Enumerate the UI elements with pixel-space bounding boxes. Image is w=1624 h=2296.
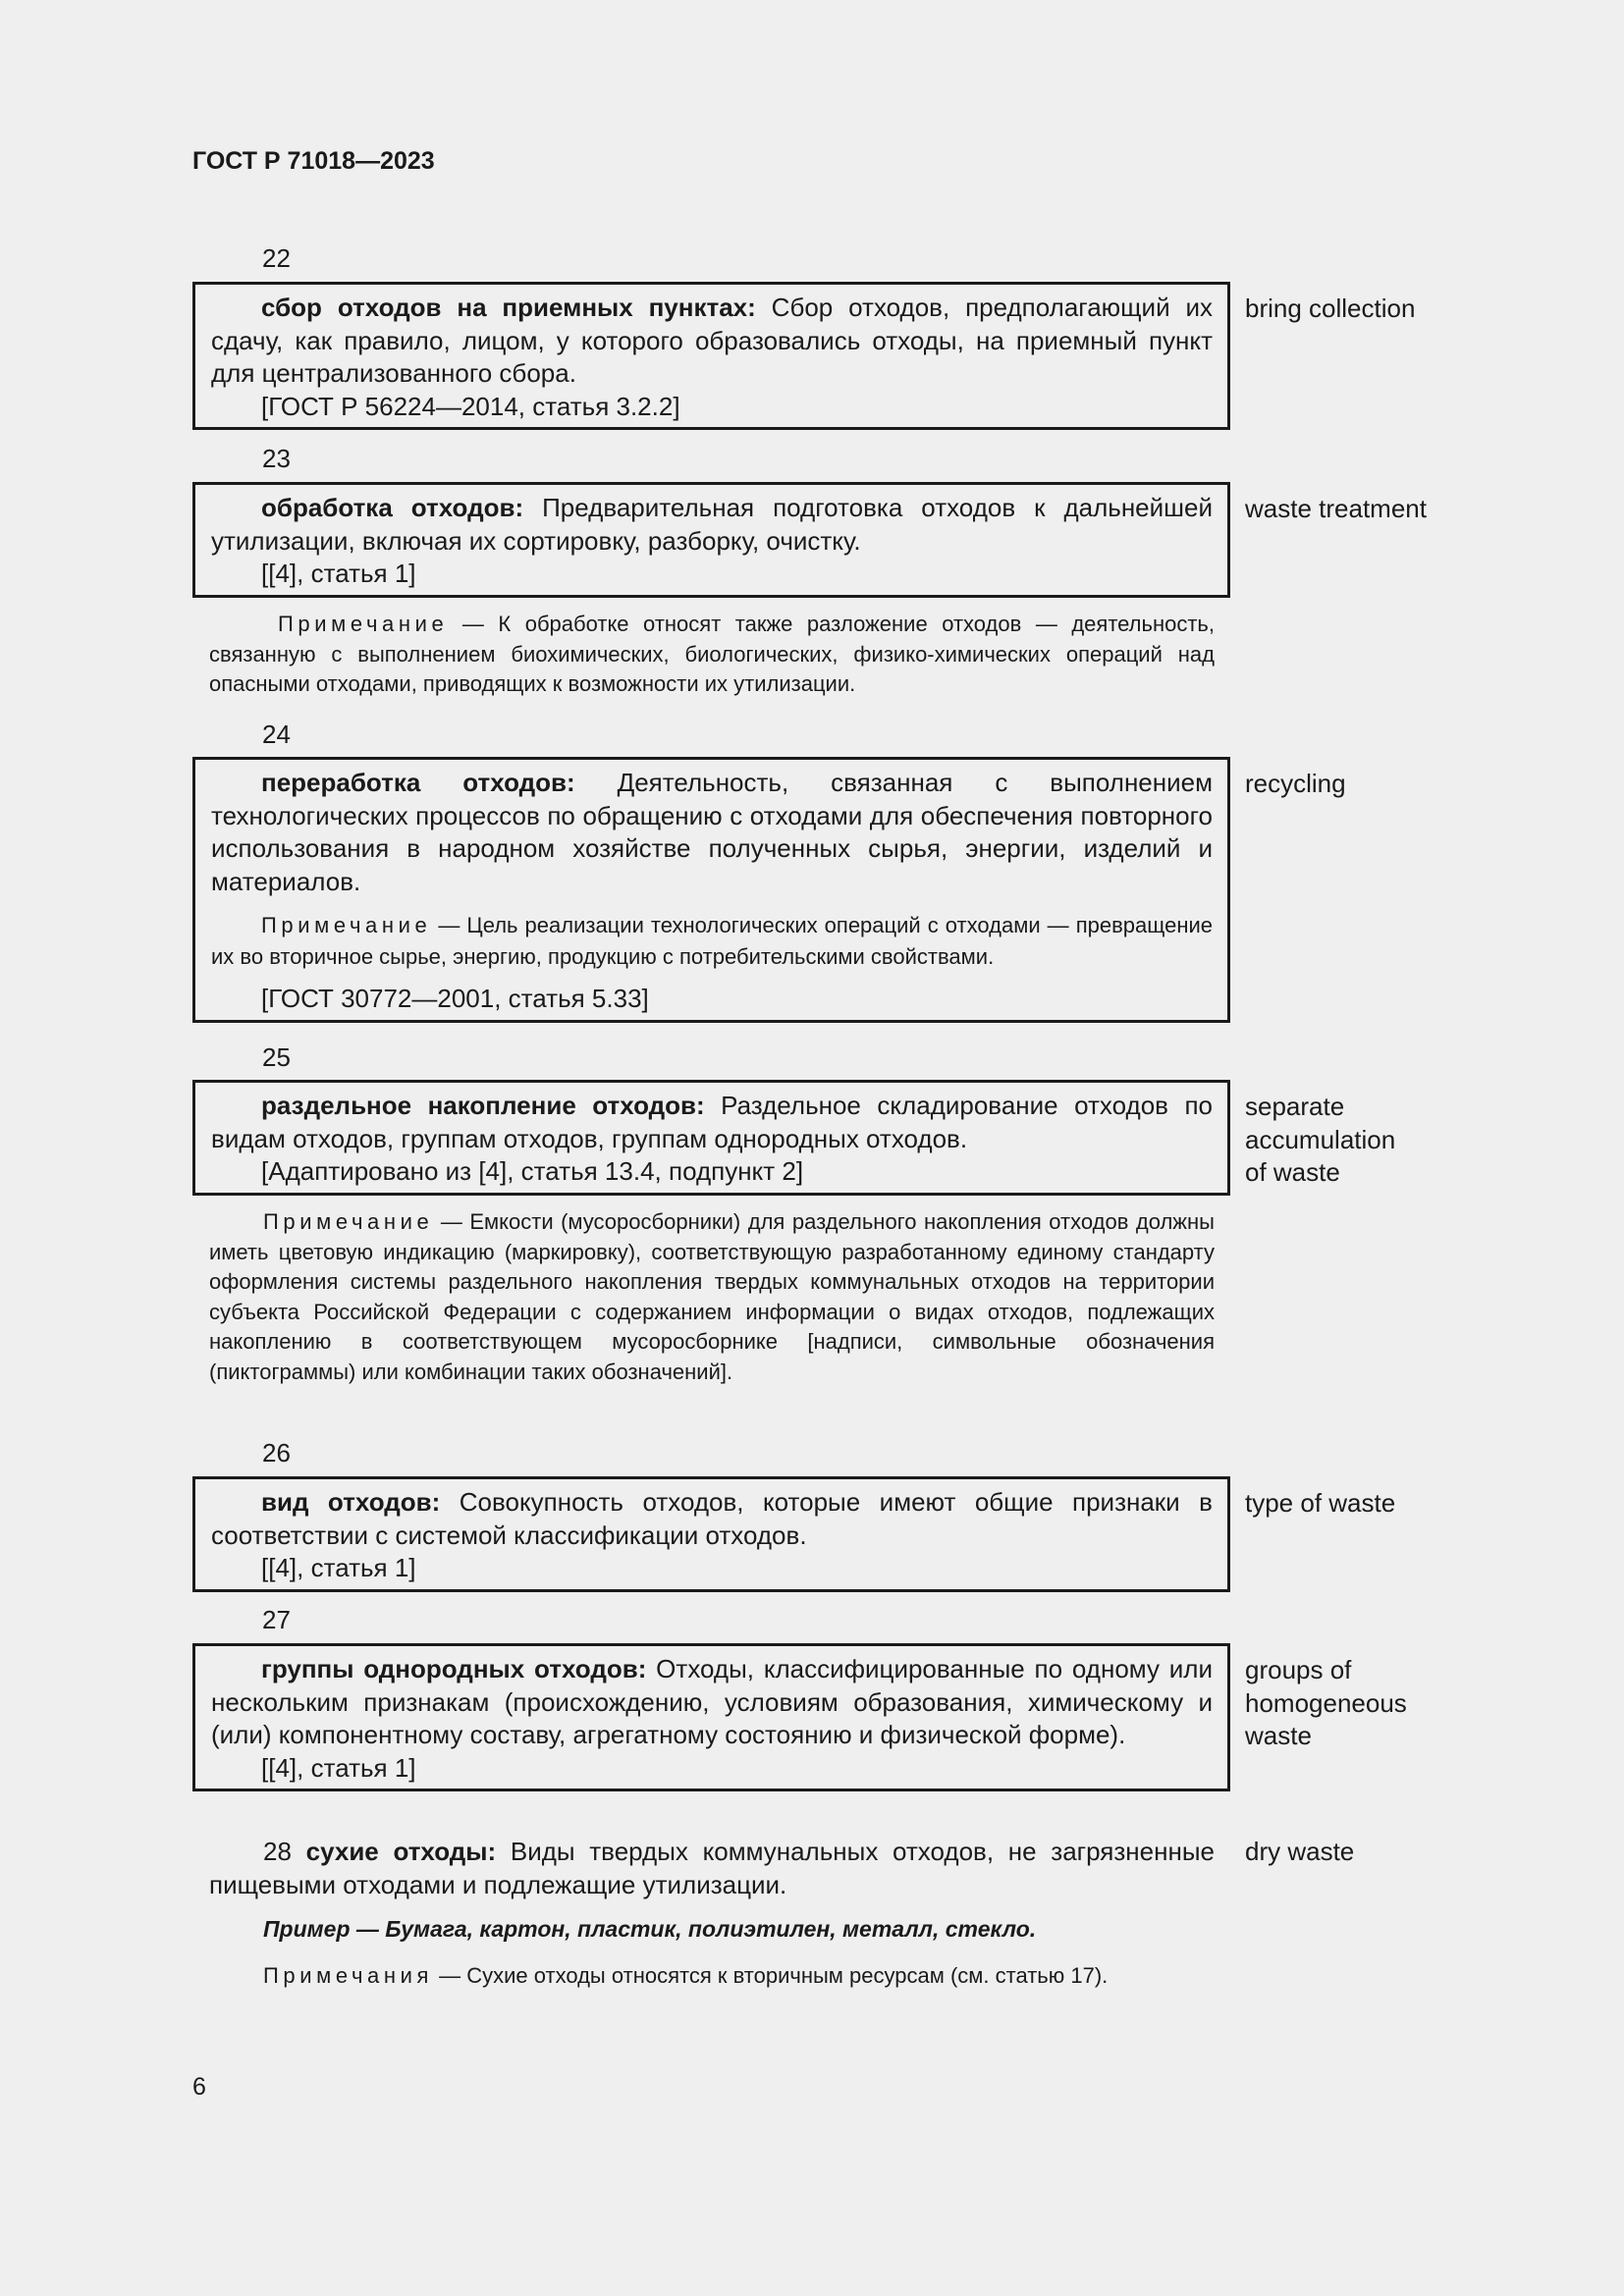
note: Примечание — Емкости (мусоросборники) для раздельного накопления отходов должны иметь цветовую индикацию (маркировку), соответствующую разработанному единому стандарту оформления системы раздельного накопления твердых коммунальных отходов на территории субъекта Российской Федерации с содержанием информации о видах отходов, подлежащих накоплению в соответствующем мусоросборнике [надписи, символьные обозначения (пиктограммы) или комбинации таких обозначений]. — [209, 1209, 1215, 1384]
english-equivalent: separate accumulation of waste — [1245, 1092, 1396, 1187]
term-box — [192, 482, 1230, 598]
term-box — [192, 282, 1230, 430]
term: переработка отходов: — [261, 768, 575, 797]
definition: переработка отходов: Деятельность, связанная с выполнением технологических процессов по обращению с отходами для обеспечения повторного использования в народном хозяйстве полученных сырья, энергии, изделий и материалов. — [211, 768, 1213, 896]
note-label: Примечание — [263, 1209, 434, 1234]
entry-number: 24 — [262, 720, 291, 749]
english-equivalent: groups of homogeneous waste — [1245, 1655, 1407, 1750]
entry-number: 22 — [262, 243, 291, 273]
term: раздельное накопление отходов: — [261, 1091, 705, 1120]
english-equivalent: bring collection — [1245, 294, 1416, 323]
definition: вид отходов: Совокупность отходов, которые имеют общие признаки в соответствии с системой классификации отходов. — [211, 1487, 1213, 1550]
note: Примечание — К обработке относят также разложение отходов — деятельность, связанную с выполнением биохимических, биологических, физико-химических операций над опасными отходами, приводящих к возможности их утилизации. — [209, 612, 1215, 696]
english-equivalent: waste treatment — [1245, 494, 1427, 523]
english-equivalent: recycling — [1245, 769, 1346, 798]
note: Примечание — Цель реализации технологических операций с отходами — превращение их во вторичное сырье, энергию, продукцию с потребительскими свойствами. — [211, 913, 1213, 969]
source-reference: [[4], статья 1] — [261, 559, 416, 588]
definition: раздельное накопление отходов: Раздельное складирование отходов по видам отходов, группам отходов, группам однородных отходов. — [211, 1091, 1213, 1153]
term: группы однородных отходов: — [261, 1654, 647, 1683]
term-box — [192, 757, 1230, 1023]
english-equivalent: type of waste — [1245, 1488, 1396, 1518]
term-box — [192, 1080, 1230, 1196]
term: сбор отходов на приемных пунктах: — [261, 293, 756, 322]
entry-number: 23 — [262, 444, 291, 473]
source-reference: [ГОСТ 30772—2001, статья 5.33] — [261, 984, 649, 1013]
term-box — [192, 1476, 1230, 1592]
source-reference: [ГОСТ Р 56224—2014, статья 3.2.2] — [261, 391, 680, 421]
note-label: Примечание — [278, 612, 449, 636]
source-reference: [[4], статья 1] — [261, 1752, 416, 1783]
entry-number: 27 — [262, 1605, 291, 1634]
source-reference: [Адаптировано из [4], статья 13.4, подпункт 2] — [261, 1156, 804, 1186]
definition: группы однородных отходов: Отходы, классифицированные по одному или нескольким признакам (происхождению, условиям образования, химическому и (или) компонентному составу, агрегатному состоянию и физической форме). — [211, 1654, 1213, 1749]
document-header: ГОСТ Р 71018—2023 — [192, 147, 435, 175]
definition: сбор отходов на приемных пунктах: Сбор отходов, предполагающий их сдачу, как правило, лицом, у которого образовались отходы, на приемный пункт для централизованного сбора. — [211, 293, 1213, 388]
entry-number: 28 — [263, 1837, 292, 1866]
definition: 28 сухие отходы: Виды твердых коммунальных отходов, не загрязненные пищевыми отходами и подлежащие утилизации. — [209, 1837, 1215, 1899]
term: вид отходов: — [261, 1487, 441, 1517]
example: Пример — Бумага, картон, пластик, полиэтилен, металл, стекло. — [263, 1916, 1037, 1942]
note-label: Примечание — [261, 913, 432, 937]
term-box — [192, 1643, 1230, 1791]
entry-number: 25 — [262, 1042, 291, 1072]
page-number: 6 — [192, 2073, 206, 2101]
definition: обработка отходов: Предварительная подготовка отходов к дальнейшей утилизации, включая их сортировку, разборку, очистку. — [211, 493, 1214, 556]
term: сухие отходы: — [305, 1837, 497, 1866]
note: Примечания — Сухие отходы относятся к вторичным ресурсам (см. статью 17). — [263, 1963, 1109, 1988]
term: обработка отходов: — [261, 493, 524, 522]
entry-number: 26 — [262, 1438, 291, 1468]
english-equivalent: dry waste — [1245, 1837, 1355, 1866]
source-reference: [[4], статья 1] — [261, 1553, 416, 1582]
note-label: Примечания — [263, 1963, 434, 1988]
